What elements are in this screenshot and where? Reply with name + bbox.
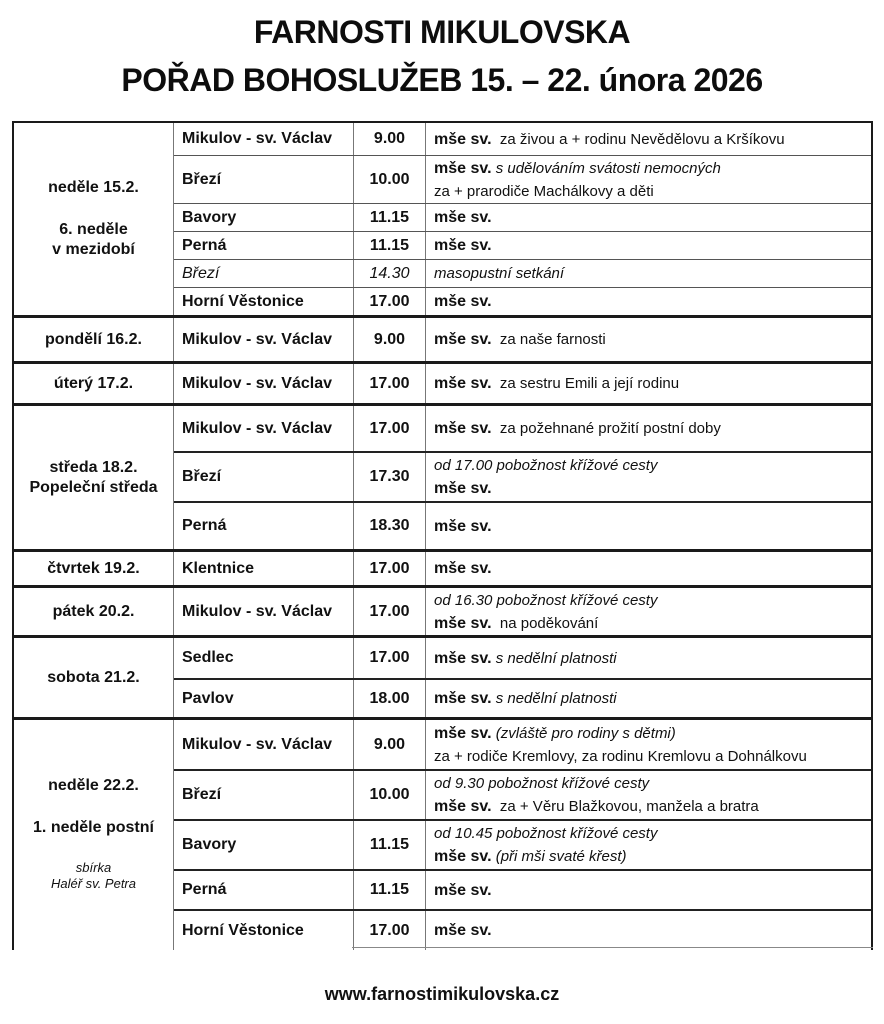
place: Březí — [174, 453, 354, 501]
intention: s nedělní platnosti — [495, 690, 617, 707]
intention: s udělováním svátosti nemocných — [495, 159, 721, 177]
service-row — [174, 871, 871, 911]
time: 14.30 — [354, 260, 426, 287]
day-group — [12, 318, 873, 364]
day-group — [12, 588, 873, 638]
service-row — [174, 260, 871, 288]
day-label: pátek 20.2. — [52, 602, 135, 620]
service-row — [174, 453, 871, 503]
intention: (zvláště pro rodiny s dětmi) — [495, 724, 676, 742]
day-group — [12, 638, 873, 720]
day-label: sobota 21.2. — [47, 668, 140, 686]
service-row — [174, 232, 871, 260]
place: Březí — [174, 156, 354, 203]
day-cell — [14, 406, 174, 549]
day-note: 6. neděle — [59, 221, 128, 238]
day-note: v mezidobí — [52, 241, 135, 258]
page-title: FARNOSTI MIKULOVSKA — [253, 14, 631, 50]
intention: (při mši svaté křest) — [495, 848, 627, 865]
time: 9.00 — [354, 123, 426, 155]
service-row — [174, 771, 871, 821]
place: Mikulov - sv. Václav — [174, 123, 354, 155]
service-row — [174, 406, 871, 453]
service-row — [174, 503, 871, 549]
time: 17.00 — [354, 552, 426, 585]
service-row — [174, 588, 871, 635]
mass-label: mše sv. — [434, 560, 492, 577]
time: 9.00 — [354, 720, 426, 769]
service-row — [174, 720, 871, 771]
day-cell — [14, 552, 174, 585]
place: Pavlov — [174, 680, 354, 717]
intention: za sestru Emili a její rodinu — [499, 375, 680, 392]
pre-event: od 10.45 pobožnost křížové cesty — [434, 825, 658, 842]
pre-event: od 17.00 pobožnost křížové cesty — [434, 457, 658, 474]
day-cell — [14, 638, 174, 717]
mass-label: mše sv. — [434, 237, 492, 254]
service-row — [174, 156, 871, 204]
time: 11.15 — [354, 204, 426, 231]
day-cell — [14, 318, 174, 361]
service-row — [174, 552, 871, 585]
day-label: úterý 17.2. — [53, 374, 134, 392]
mass-label: mše sv. — [434, 293, 492, 310]
time: 11.15 — [354, 232, 426, 259]
day-group — [12, 552, 873, 588]
time: 11.15 — [354, 871, 426, 909]
time: 18.00 — [354, 680, 426, 717]
day-note: 1. neděle postní — [33, 819, 154, 836]
place: Mikulov - sv. Václav — [174, 720, 354, 769]
place: Mikulov - sv. Václav — [174, 318, 354, 361]
mass-label: mše sv. — [434, 690, 492, 707]
time: 17.00 — [354, 911, 426, 950]
place: Perná — [174, 503, 354, 549]
day-group — [12, 364, 873, 406]
place: Sedlec — [174, 638, 354, 678]
place: Bavory — [174, 821, 354, 869]
place: Perná — [174, 232, 354, 259]
place: Mikulov - sv. Václav — [174, 588, 354, 635]
place: Mikulov - sv. Václav — [174, 364, 354, 403]
day-group — [12, 720, 873, 950]
mass-label: mše sv. — [434, 331, 492, 348]
time: 17.00 — [354, 588, 426, 635]
place: Březí — [174, 260, 354, 287]
intention-line2: za + rodiče Kremlovy, za rodinu Kremlovu a Dohnálkovu — [434, 747, 807, 765]
mass-label: mše sv. — [434, 881, 492, 899]
mass-label: mše sv. — [434, 649, 492, 667]
day-label: neděle 22.2. — [48, 777, 139, 794]
day-cell — [14, 364, 174, 403]
day-label: neděle 15.2. — [48, 179, 139, 196]
service-row — [174, 123, 871, 156]
intention: na poděkování — [499, 614, 599, 632]
mass-label: mše sv. — [434, 848, 492, 865]
day-cell — [14, 123, 174, 315]
service-row — [174, 318, 871, 361]
time: 11.15 — [354, 821, 426, 869]
day-cell — [14, 588, 174, 635]
event-label: masopustní setkání — [434, 265, 565, 282]
place: Klentnice — [174, 552, 354, 585]
mass-label: mše sv. — [434, 517, 492, 535]
time: 10.00 — [354, 156, 426, 203]
place: Horní Věstonice — [174, 288, 354, 315]
mass-label: mše sv. — [434, 159, 492, 177]
pre-event: od 16.30 pobožnost křížové cesty — [434, 591, 658, 609]
mass-label: mše sv. — [434, 480, 492, 497]
page-subtitle: POŘAD BOHOSLUŽEB 15. – 22. února 2026 — [121, 62, 763, 98]
service-row — [174, 911, 871, 950]
collection-note: sbírka — [75, 860, 112, 875]
mass-label: mše sv. — [434, 130, 492, 148]
day-group — [12, 123, 873, 318]
service-row — [174, 680, 871, 717]
mass-label: mše sv. — [434, 724, 492, 742]
time: 10.00 — [354, 771, 426, 819]
service-row — [174, 204, 871, 232]
service-row — [174, 364, 871, 403]
service-row — [174, 638, 871, 680]
place: Bavory — [174, 204, 354, 231]
time: 17.00 — [354, 288, 426, 315]
intention: za + Věru Blažkovou, manžela a bratra — [499, 798, 759, 815]
day-group — [12, 406, 873, 552]
mass-label: mše sv. — [434, 922, 492, 939]
day-cell — [14, 720, 174, 950]
intention: za naše farnosti — [499, 331, 606, 348]
day-label: pondělí 16.2. — [45, 330, 142, 348]
pre-event: od 9.30 pobožnost křížové cesty — [434, 775, 650, 792]
time: 18.30 — [354, 503, 426, 549]
collection-note: Haléř sv. Petra — [50, 876, 136, 891]
place: Březí — [174, 771, 354, 819]
time: 17.00 — [354, 406, 426, 451]
service-row — [174, 288, 871, 315]
website-link[interactable]: www.farnostimikulovska.cz — [324, 984, 560, 1004]
intention: s nedělní platnosti — [495, 649, 617, 667]
place: Horní Věstonice — [174, 911, 354, 950]
schedule-table — [12, 121, 873, 950]
time: 9.00 — [354, 318, 426, 361]
time: 17.30 — [354, 453, 426, 501]
intention: za požehnané prožití postní doby — [499, 420, 721, 437]
mass-label: mše sv. — [434, 420, 492, 437]
mass-label: mše sv. — [434, 614, 492, 632]
time: 17.00 — [354, 364, 426, 403]
day-label: čtvrtek 19.2. — [47, 559, 140, 577]
mass-label: mše sv. — [434, 375, 492, 392]
time: 17.00 — [354, 638, 426, 678]
table-bottom-border — [352, 947, 873, 948]
place: Mikulov - sv. Václav — [174, 406, 354, 451]
mass-label: mše sv. — [434, 798, 492, 815]
intention: za živou a + rodinu Nevědělovu a Kršíkovu — [499, 130, 785, 148]
day-note: Popeleční středa — [29, 478, 158, 496]
service-row — [174, 821, 871, 871]
place: Perná — [174, 871, 354, 909]
intention-line2: za + prarodiče Machálkovy a děti — [434, 182, 654, 200]
mass-label: mše sv. — [434, 209, 492, 226]
day-label: středa 18.2. — [49, 458, 138, 476]
